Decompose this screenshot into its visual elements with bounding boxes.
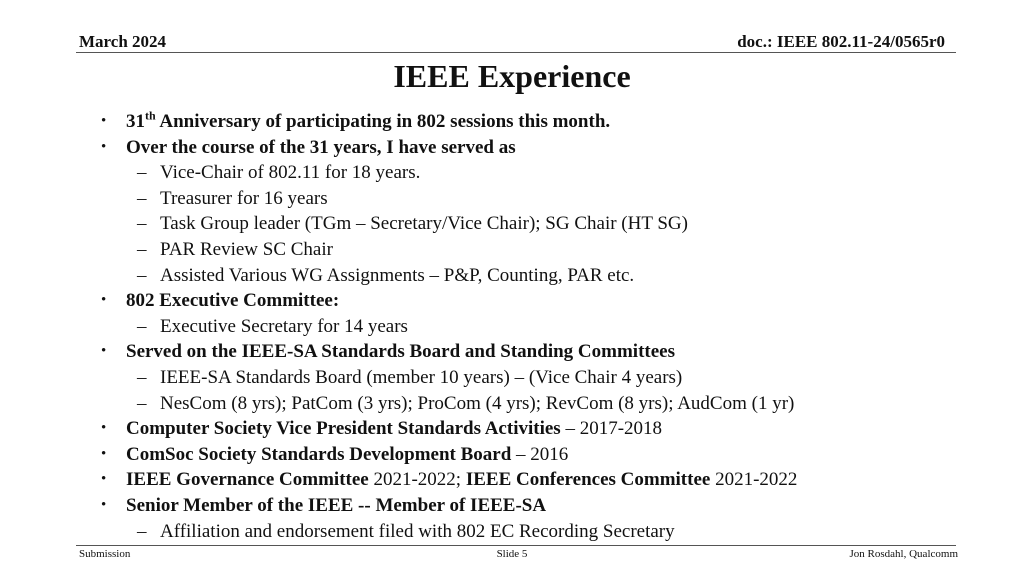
bullet-text	[160, 314, 408, 339]
bullet-text	[160, 263, 634, 288]
bullet-text	[160, 519, 675, 544]
header-date: March 2024	[79, 32, 167, 51]
sub-bullet-marker: –	[137, 213, 147, 235]
sub-bullet-marker: –	[137, 187, 147, 209]
bullet-text	[160, 186, 328, 211]
bullet-text	[126, 288, 339, 313]
bullet-text-run: IEEE-SA Standards Board (member 10 years) – (Vice Chair 4 years)	[160, 367, 683, 388]
header-doc-id: doc.: IEEE 802.11-24/0565r0	[737, 32, 945, 51]
bullet-text-run: IEEE Governance Committee	[126, 469, 369, 491]
bullet-text	[160, 365, 682, 390]
bullet-text-run: – 2017-2018	[560, 418, 663, 440]
bullet-text-run: Vice-Chair of 802.11 for 18 years.	[160, 162, 421, 184]
bullet-marker: •	[101, 471, 107, 488]
bullet-text	[126, 109, 610, 134]
bullet-text	[126, 467, 797, 492]
bullet-text-run: Computer Society Vice President Standards Activities	[126, 418, 561, 440]
bullet-text-run: 802 Executive Committee:	[126, 290, 340, 312]
bullet-marker: •	[101, 445, 107, 462]
bullet-text-run: – 2016	[511, 443, 569, 465]
bullet-text-run: Over the course of the 31 years, I have served as	[126, 136, 516, 158]
bullet-marker: •	[101, 420, 107, 437]
bullet-marker: •	[101, 138, 107, 155]
bullet-text-run: 2021-2022	[710, 469, 798, 491]
footer-divider	[76, 545, 956, 546]
bullet-text-run: Treasurer for 16 years	[160, 187, 328, 209]
bullet-marker: •	[101, 292, 107, 309]
bullet-text-run: Executive Secretary for 14 years	[160, 315, 408, 337]
bullet-text	[126, 339, 675, 364]
bullet-text	[126, 493, 546, 518]
bullet-text-run: Senior Member of the IEEE -- Member of IEEE-SA	[126, 495, 547, 516]
sub-bullet-marker: –	[137, 162, 147, 184]
bullet-text-run: ComSoc Society Standards Development Board	[126, 443, 512, 465]
sub-bullet-marker: –	[137, 264, 147, 286]
footer-author: Jon Rosdahl, Qualcomm	[849, 548, 958, 560]
bullet-text	[160, 391, 794, 416]
bullet-text-run: Affiliation and endorsement filed with 802 EC Recording Secretary	[160, 520, 675, 542]
bullet-text-run: IEEE Conferences Committee	[465, 469, 711, 491]
bullet-text	[160, 160, 420, 185]
sub-bullet-marker: –	[137, 239, 147, 260]
sub-bullet-marker: –	[137, 392, 147, 414]
bullet-text-run: Assisted Various WG Assignments – P&P, Counting, PAR etc.	[160, 264, 635, 286]
bullet-text-run: 2021-2022;	[368, 469, 466, 491]
bullet-marker: •	[101, 343, 107, 360]
slide-title: IEEE Experience	[393, 58, 631, 94]
bullet-marker: •	[101, 113, 107, 129]
footer-submission: Submission	[79, 548, 131, 560]
bullet-text	[126, 442, 568, 467]
sub-bullet-marker: –	[137, 520, 147, 542]
bullet-marker: •	[101, 497, 107, 513]
bullet-text	[160, 211, 688, 236]
bullet-text-run: Served on the IEEE-SA Standards Board and Standing Committees	[126, 341, 675, 363]
bullet-text	[160, 237, 333, 262]
bullet-text-run: Anniversary of participating in 802 sessions this month.	[155, 111, 611, 132]
bullet-text	[126, 416, 662, 441]
bullet-text-run: PAR Review SC Chair	[160, 239, 333, 260]
sub-bullet-marker: –	[137, 315, 147, 337]
footer-slide-number: Slide 5	[496, 548, 528, 560]
bullet-text	[126, 135, 516, 160]
bullet-text-run: Task Group leader (TGm – Secretary/Vice Chair); SG Chair (HT SG)	[160, 213, 688, 235]
sub-bullet-marker: –	[137, 367, 147, 388]
header-divider	[76, 52, 956, 53]
bullet-text-run: NesCom (8 yrs); PatCom (3 yrs); ProCom (4 yrs); RevCom (8 yrs); AudCom (1 yr)	[160, 392, 795, 414]
bullet-text-run: th	[145, 108, 156, 123]
bullet-text-run: 31	[126, 111, 145, 132]
